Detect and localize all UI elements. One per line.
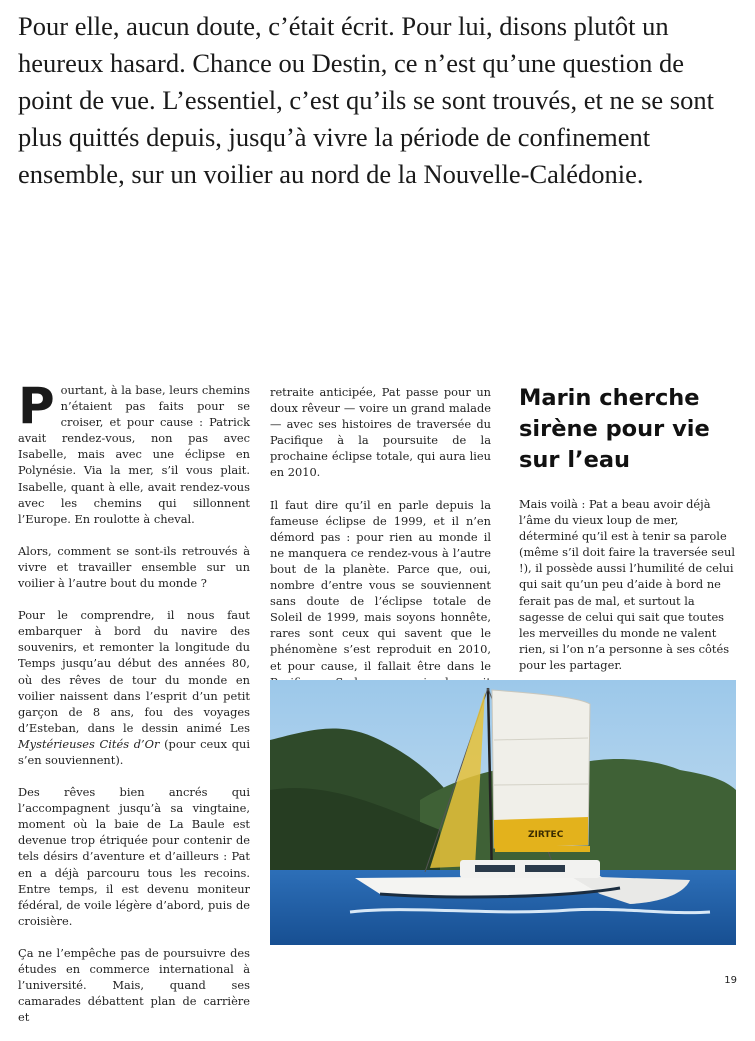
paragraph-6: retraite anticipée, Pat passe pour un doux rêveur — voire un grand malade — avec ses histoires de traversée du Pacifique à la poursuite de la prochaine éclipse totale, qui aura lieu en 2010. bbox=[270, 385, 491, 480]
paragraph-3 bbox=[18, 607, 250, 768]
sidebar-heading: Marin cherche sirène pour vie sur l’eau bbox=[519, 385, 710, 473]
paragraph-5: Ça ne l’empêche pas de poursuivre des études en commerce international à l’université. Mais, quand ses camarades débattent plan de carrière et bbox=[18, 945, 250, 1025]
cartoon-title: Mystérieuses Cités d’Or bbox=[18, 736, 160, 751]
catamaran-photo bbox=[270, 680, 736, 945]
article-column-1 bbox=[18, 377, 250, 1041]
paragraph-3-text: Pour le comprendre, il nous faut embarquer à bord du navire des souvenirs, et remonter la longitude du Temps jusqu’au début des années 80, où des rêves de tour du monde en voilier naissent dans l’esprit d’un petit garçon de 8 ans, fou des voyages d’Esteban, dans le dessin animé Les bbox=[18, 608, 250, 735]
paragraph-1 bbox=[18, 377, 250, 527]
page-number: 19 bbox=[724, 975, 737, 986]
sidebar-column bbox=[519, 383, 739, 689]
paragraph-2: Alors, comment se sont-ils retrouvés à vivre et travailler ensemble sur un voilier à l’autre bout du monde ? bbox=[18, 543, 250, 591]
bimini bbox=[495, 846, 590, 852]
paragraph-1-text: ourtant, à la base, leurs chemins n’étaient pas faits pour se croiser, et pour cause : Patrick avait rendez-vous, non pas avec Isabelle, mais avec une éclipse en Polynésie. Via la mer, s’il vous plait. Isabelle, quant à elle, avait rendez-vous avec les chemins qui sillonnent l’Europe. En roulotte à cheval. bbox=[18, 383, 250, 526]
sidebar-paragraph: Mais voilà : Pat a beau avoir déjà l’âme du vieux loup de mer, déterminé qu’il est à tenir sa parole (même s’il doit faire la traversée seul !), il possède aussi l’humilité de celui qui sait qu’un peu d’aide à bord ne ferait pas de mal, et surtout la sagesse de celui qui sait que toutes les merveilles du monde ne valent rien, si l’on n’a personne à ses côtés pour les partager. bbox=[519, 497, 735, 672]
article-column-2 bbox=[270, 384, 491, 722]
catamaran-illustration bbox=[270, 680, 736, 945]
paragraph-7: Il faut dire qu’il en parle depuis la fameuse éclipse de 1999, et il n’en démord pas : pour rien au monde il ne manquera ce rendez-vous à l’autre bout de la planète. Parce que, oui, nombre d’entre vous se souviennent sans doute de l’éclipse totale de Soleil de 1999, mais soyons honnête, rares sont ceux qui savent que le phénomène s’est reproduit en 2010, et pour cause, il fallait être dans le bbox=[270, 497, 491, 673]
drop-cap: P bbox=[18, 377, 55, 435]
sail-label: ZIRTEC bbox=[528, 830, 564, 840]
paragraph-3-text-end: (pour ceux qui s’en souviennent). bbox=[18, 736, 250, 767]
intro-paragraph: Pour elle, aucun doute, c’était écrit. Pour lui, disons plutôt un heureux hasard. Chance ou Destin, ce n’est qu’une question de point de vue. L’essentiel, c’est qu’ils se sont trouvés, et ne se sont plus quittés depuis, jusqu’à vivre la période de confinement ensemble, sur un voilier au nord de la Nouvelle-Calédonie. bbox=[18, 11, 714, 189]
paragraph-4: Des rêves bien ancrés qui l’accompagnent jusqu’à sa vingtaine, moment où la baie de La Baule est devenue trop étriquée pour contenir de tels désirs d’aventure et d’ailleurs : Pat en a déjà parcouru tous les recoins. Entre temps, il est devenu moniteur fédéral, de voile légère d’abord, puis de croisière. bbox=[18, 785, 250, 928]
